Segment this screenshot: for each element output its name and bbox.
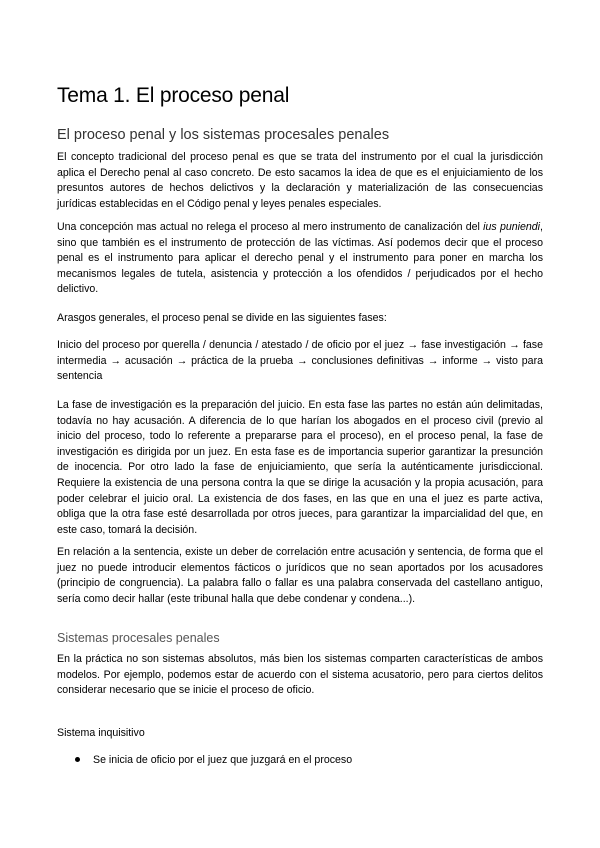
paragraph-phases-intro: Arasgos generales, el proceso penal se divide en las siguientes fases: xyxy=(57,312,387,324)
bullet-list xyxy=(57,752,352,768)
paragraph-phases-sequence: Inicio del proceso por querella / denuncia / atestado / de oficio por el juez → fase investigación → fase intermedia → acusación → práctica de la prueba → conclusiones definitivas → informe → visto para sentencia xyxy=(57,339,543,383)
paragraph-concept: El concepto tradicional del proceso penal es que se trata del instrumento por el cual la jurisdicción aplica el Derecho penal al caso concreto. De esto sacamos la idea de que es el enjuiciamiento de los presuntos autores de hechos delictivos y la declaración y materialización de las consecuencias jurídicas establecidas en el Código penal y leyes penales especiales. xyxy=(57,151,543,210)
paragraph-systems-practice: En la práctica no son sistemas absolutos, más bien los sistemas comparten características de ambos modelos. Por ejemplo, podemos estar de acuerdo con el sistema acusatorio, pero para ciertos delitos considerar necesario que se inicie el proceso de oficio. xyxy=(57,653,543,697)
paragraph-sentence: En relación a la sentencia, existe un deber de correlación entre acusación y sentencia, de forma que el juez no puede introducir elementos fácticos o jurídicos que no sean aportados por los acusadores (principio de congruencia). La palabra fallo o fallar es una palabra conservada del castellano antiguo, sería como decir hallar (este tribunal halla que debe condenar y condena...). xyxy=(57,546,543,605)
paragraph-modern-concept-text-a: Una concepción mas actual no relega el proceso al mero instrumento de canalización del xyxy=(57,221,484,233)
paragraph-inquisitive-system: Sistema inquisitivo xyxy=(57,727,145,739)
paragraph-modern-concept xyxy=(57,220,543,298)
list-item xyxy=(57,752,352,768)
section-title-procedural-systems: Sistemas procesales penales xyxy=(57,631,220,645)
paragraph-modern-concept-text-b: , sino que también es el instrumento de protección de las víctimas. Así podemos decir que el proceso penal es el instrumento para aplicar el derecho penal y el instrumento para poner en marcha los mecanismos legales de tutela, asistencia y protección a los ofendidos / perjudicados por el hecho delictivo. xyxy=(57,221,543,296)
paragraph-investigation-phase: La fase de investigación es la preparación del juicio. En esta fase las partes no están aún delimitadas, todavía no hay acusación. A diferencia de lo que harían los abogados en el proceso civil (previo al inicio del proceso, todo lo referente a prepararse para el proceso), en el proceso penal, la fase de investigación es dirigida por un juez. En esta fase es de importancia superior garantizar la presunción de inocencia. Por otro lado la fase de enjuiciamiento, que sería la auténticamente jurisdiccional. Requiere la existencia de una persona contra la que se dirige la acusación y la propia acusación, para poder celebrar el juicio oral. La existencia de dos fases, en las que en una el juez es parte activa, obliga que la otra fase esté desarrollada por otros jueces, para garantizar la imparcialidad del que, en este caso, tomará la decisión. xyxy=(57,399,543,536)
section-subtitle: El proceso penal y los sistemas procesales penales xyxy=(57,127,390,143)
bullet-icon xyxy=(75,757,80,762)
document-title: Tema 1. El proceso penal xyxy=(57,84,290,107)
ius-puniendi-term: ius puniendi xyxy=(483,221,541,233)
list-item-text: Se inicia de oficio por el juez que juzgará en el proceso xyxy=(93,754,353,766)
